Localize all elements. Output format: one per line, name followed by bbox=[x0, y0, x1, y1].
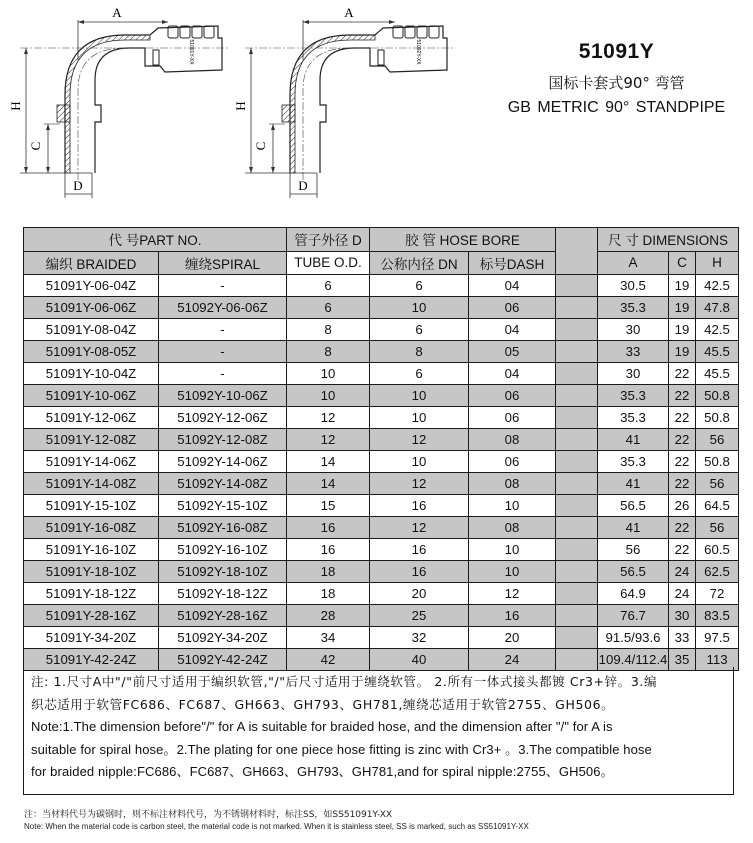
cell-spiral: - bbox=[159, 319, 287, 341]
blank-cell bbox=[556, 297, 598, 319]
cell-braided: 51091Y-28-16Z bbox=[24, 605, 159, 627]
cell-braided: 51091Y-18-10Z bbox=[24, 561, 159, 583]
cell-c: 22 bbox=[669, 473, 696, 495]
blank-cell bbox=[556, 429, 598, 451]
cell-a: 35.3 bbox=[598, 451, 669, 473]
header-a: A bbox=[598, 251, 669, 275]
cell-h: 47.8 bbox=[696, 297, 739, 319]
cell-c: 33 bbox=[669, 627, 696, 649]
cell-dn: 20 bbox=[370, 583, 469, 605]
cell-h: 56 bbox=[696, 517, 739, 539]
table-row bbox=[24, 341, 739, 363]
cell-h: 62.5 bbox=[696, 561, 739, 583]
dim-label-h: H bbox=[8, 101, 23, 111]
cell-tube-od: 8 bbox=[287, 319, 370, 341]
header-braided: 编织 BRAIDED bbox=[24, 251, 159, 275]
cell-h: 45.5 bbox=[696, 341, 739, 363]
cell-h: 50.8 bbox=[696, 385, 739, 407]
note-zh-line-2: 织芯适用于软管FC686、FC687、GH663、GH793、GH781,缠绕芯适用于软管2755、GH506。 bbox=[31, 696, 615, 712]
cell-dn: 12 bbox=[370, 517, 469, 539]
cell-a: 41 bbox=[598, 429, 669, 451]
cell-a: 30 bbox=[598, 319, 669, 341]
cell-dn: 6 bbox=[370, 363, 469, 385]
dim-label-a: A bbox=[344, 5, 354, 20]
header-dash: 标号DASH bbox=[469, 251, 556, 275]
cell-c: 19 bbox=[669, 275, 696, 297]
table-row bbox=[24, 319, 739, 341]
note-en-line-2: suitable for spiral hose。2.The plating for one piece hose fitting is zinc with Cr3+ 。3.The compatible hose bbox=[31, 741, 652, 757]
cell-braided: 51091Y-34-20Z bbox=[24, 627, 159, 649]
cell-braided: 51091Y-16-08Z bbox=[24, 517, 159, 539]
cell-c: 22 bbox=[669, 451, 696, 473]
cell-dash: 04 bbox=[469, 275, 556, 297]
cell-c: 19 bbox=[669, 297, 696, 319]
cell-spiral: 51092Y-16-10Z bbox=[159, 539, 287, 561]
table-row bbox=[24, 473, 739, 495]
cell-braided: 51091Y-08-05Z bbox=[24, 341, 159, 363]
cell-a: 33 bbox=[598, 341, 669, 363]
note-en-line-3: for braided nipple:FC686、FC687、GH663、GH793、GH781,and for spiral nipple:2755、GH506。 bbox=[31, 764, 614, 779]
cell-spiral: 51092Y-34-20Z bbox=[159, 627, 287, 649]
cell-a: 56 bbox=[598, 539, 669, 561]
cell-braided: 51091Y-06-06Z bbox=[24, 297, 159, 319]
cell-spiral: 51092Y-12-08Z bbox=[159, 429, 287, 451]
cell-h: 45.5 bbox=[696, 363, 739, 385]
notes-box bbox=[23, 667, 734, 795]
table-row bbox=[24, 517, 739, 539]
cell-dn: 32 bbox=[370, 627, 469, 649]
header-tube-od-cn: 管子外径 D bbox=[287, 228, 370, 252]
blank-cell bbox=[556, 495, 598, 517]
fitting-marking: 51092Y-XX bbox=[415, 39, 421, 65]
cell-dash: 06 bbox=[469, 297, 556, 319]
product-code: 51091Y bbox=[578, 40, 655, 63]
blank-cell bbox=[556, 517, 598, 539]
cell-spiral: 51092Y-18-12Z bbox=[159, 583, 287, 605]
cell-spiral: 51092Y-12-06Z bbox=[159, 407, 287, 429]
cell-h: 50.8 bbox=[696, 451, 739, 473]
note-en-line-1: Note:1.The dimension before"/" for A is suitable for braided hose, and the dimension after "/" for A is bbox=[31, 719, 613, 734]
cell-a: 35.3 bbox=[598, 385, 669, 407]
cell-h: 97.5 bbox=[696, 627, 739, 649]
cell-c: 19 bbox=[669, 341, 696, 363]
cell-tube-od: 6 bbox=[287, 297, 370, 319]
fitting-marking: 51091Y-XX bbox=[188, 39, 194, 65]
cell-tube-od: 12 bbox=[287, 429, 370, 451]
cell-dn: 40 bbox=[370, 649, 469, 671]
table-row bbox=[24, 297, 739, 319]
cell-tube-od: 16 bbox=[287, 539, 370, 561]
cell-spiral: 51092Y-42-24Z bbox=[159, 649, 287, 671]
cell-tube-od: 34 bbox=[287, 627, 370, 649]
footnote bbox=[24, 809, 529, 833]
footnote-en: Note: When the material code is carbon steel, the material code is not marked. When it is stainless steel, SS is marked, such as SS51091Y-XX bbox=[24, 822, 529, 831]
cell-c: 22 bbox=[669, 539, 696, 561]
cell-dn: 16 bbox=[370, 539, 469, 561]
header-c: C bbox=[669, 251, 696, 275]
blank-cell bbox=[556, 605, 598, 627]
cell-a: 35.3 bbox=[598, 297, 669, 319]
blank-cell bbox=[556, 407, 598, 429]
cell-dn: 10 bbox=[370, 451, 469, 473]
cell-tube-od: 10 bbox=[287, 385, 370, 407]
cell-braided: 51091Y-14-08Z bbox=[24, 473, 159, 495]
cell-a: 30 bbox=[598, 363, 669, 385]
blank-cell bbox=[556, 275, 598, 297]
cell-braided: 51091Y-14-06Z bbox=[24, 451, 159, 473]
cell-spiral: 51092Y-10-06Z bbox=[159, 385, 287, 407]
spec-table bbox=[23, 227, 739, 671]
cell-dash: 16 bbox=[469, 605, 556, 627]
cell-dn: 6 bbox=[370, 319, 469, 341]
blank-cell bbox=[556, 451, 598, 473]
cell-spiral: - bbox=[159, 341, 287, 363]
cell-dash: 10 bbox=[469, 495, 556, 517]
cell-c: 22 bbox=[669, 407, 696, 429]
footnote-zh: 注：当材料代号为碳钢时，则不标注材料代号，为不锈钢材料时，标注SS，如SS51091Y-XX bbox=[24, 810, 393, 820]
cell-dash: 06 bbox=[469, 451, 556, 473]
blank-cell bbox=[556, 473, 598, 495]
cell-dash: 20 bbox=[469, 627, 556, 649]
cell-dn: 10 bbox=[370, 385, 469, 407]
cell-dash: 04 bbox=[469, 319, 556, 341]
header-blank bbox=[556, 228, 598, 275]
cell-braided: 51091Y-16-10Z bbox=[24, 539, 159, 561]
cell-c: 24 bbox=[669, 561, 696, 583]
table-row bbox=[24, 561, 739, 583]
header-h: H bbox=[696, 251, 739, 275]
cell-dash: 08 bbox=[469, 473, 556, 495]
blank-cell bbox=[556, 561, 598, 583]
header-part-no: 代 号PART NO. bbox=[24, 228, 287, 252]
fitting-drawing-spiral bbox=[233, 0, 475, 210]
cell-h: 113 bbox=[696, 649, 739, 671]
title-chinese: 国标卡套式90° 弯管 bbox=[548, 74, 685, 92]
cell-c: 22 bbox=[669, 385, 696, 407]
cell-dash: 06 bbox=[469, 407, 556, 429]
blank-cell bbox=[556, 539, 598, 561]
cell-tube-od: 16 bbox=[287, 517, 370, 539]
cell-braided: 51091Y-10-04Z bbox=[24, 363, 159, 385]
cell-spiral: 51092Y-15-10Z bbox=[159, 495, 287, 517]
cell-h: 42.5 bbox=[696, 319, 739, 341]
cell-c: 24 bbox=[669, 583, 696, 605]
cell-h: 60.5 bbox=[696, 539, 739, 561]
blank-cell bbox=[556, 341, 598, 363]
cell-braided: 51091Y-06-04Z bbox=[24, 275, 159, 297]
cell-c: 35 bbox=[669, 649, 696, 671]
blank-cell bbox=[556, 627, 598, 649]
dim-label-a: A bbox=[112, 5, 122, 20]
dim-label-h: H bbox=[233, 101, 248, 111]
table-row bbox=[24, 451, 739, 473]
table-row bbox=[24, 275, 739, 297]
cell-dn: 6 bbox=[370, 275, 469, 297]
cell-dash: 12 bbox=[469, 583, 556, 605]
cell-h: 50.8 bbox=[696, 407, 739, 429]
cell-tube-od: 18 bbox=[287, 583, 370, 605]
dim-label-d: D bbox=[298, 178, 308, 193]
cell-h: 56 bbox=[696, 429, 739, 451]
blank-cell bbox=[556, 583, 598, 605]
cell-braided: 51091Y-18-12Z bbox=[24, 583, 159, 605]
header-dimensions: 尺 寸 DIMENSIONS bbox=[598, 228, 739, 252]
header-spiral: 缠绕SPIRAL bbox=[159, 251, 287, 275]
dim-label-d: D bbox=[73, 178, 83, 193]
cell-a: 30.5 bbox=[598, 275, 669, 297]
cell-dash: 10 bbox=[469, 539, 556, 561]
table-row bbox=[24, 627, 739, 649]
table-row bbox=[24, 385, 739, 407]
cell-tube-od: 12 bbox=[287, 407, 370, 429]
cell-c: 19 bbox=[669, 319, 696, 341]
cell-spiral: 51092Y-18-10Z bbox=[159, 561, 287, 583]
cell-a: 91.5/93.6 bbox=[598, 627, 669, 649]
cell-c: 22 bbox=[669, 517, 696, 539]
header-tube-od-en: TUBE O.D. bbox=[287, 251, 370, 275]
cell-tube-od: 42 bbox=[287, 649, 370, 671]
cell-tube-od: 15 bbox=[287, 495, 370, 517]
cell-tube-od: 18 bbox=[287, 561, 370, 583]
cell-tube-od: 28 bbox=[287, 605, 370, 627]
cell-dash: 08 bbox=[469, 429, 556, 451]
cell-spiral: - bbox=[159, 275, 287, 297]
cell-h: 64.5 bbox=[696, 495, 739, 517]
table-row bbox=[24, 363, 739, 385]
fitting-drawing-braided bbox=[0, 0, 250, 210]
cell-a: 64.9 bbox=[598, 583, 669, 605]
cell-spiral: 51092Y-06-06Z bbox=[159, 297, 287, 319]
cell-c: 26 bbox=[669, 495, 696, 517]
cell-tube-od: 6 bbox=[287, 275, 370, 297]
cell-h: 42.5 bbox=[696, 275, 739, 297]
cell-dn: 12 bbox=[370, 429, 469, 451]
dim-label-c: C bbox=[253, 141, 268, 151]
table-row bbox=[24, 407, 739, 429]
cell-spiral: 51092Y-14-08Z bbox=[159, 473, 287, 495]
cell-dn: 25 bbox=[370, 605, 469, 627]
blank-cell bbox=[556, 319, 598, 341]
cell-c: 22 bbox=[669, 429, 696, 451]
table-row bbox=[24, 429, 739, 451]
title-english: GB METRIC 90° STANDPIPE bbox=[507, 99, 726, 116]
cell-a: 35.3 bbox=[598, 407, 669, 429]
cell-dash: 10 bbox=[469, 561, 556, 583]
cell-spiral: 51092Y-14-06Z bbox=[159, 451, 287, 473]
cell-tube-od: 14 bbox=[287, 473, 370, 495]
header-dn: 公称内径 DN bbox=[370, 251, 469, 275]
cell-dash: 08 bbox=[469, 517, 556, 539]
cell-c: 30 bbox=[669, 605, 696, 627]
cell-dash: 04 bbox=[469, 363, 556, 385]
dim-label-c: C bbox=[28, 141, 43, 151]
blank-cell bbox=[556, 385, 598, 407]
cell-a: 76.7 bbox=[598, 605, 669, 627]
cell-c: 22 bbox=[669, 363, 696, 385]
cell-dn: 10 bbox=[370, 407, 469, 429]
cell-dn: 8 bbox=[370, 341, 469, 363]
cell-braided: 51091Y-42-24Z bbox=[24, 649, 159, 671]
cell-tube-od: 10 bbox=[287, 363, 370, 385]
cell-dn: 10 bbox=[370, 297, 469, 319]
cell-tube-od: 14 bbox=[287, 451, 370, 473]
cell-spiral: 51092Y-28-16Z bbox=[159, 605, 287, 627]
cell-spiral: 51092Y-16-08Z bbox=[159, 517, 287, 539]
header-hose-bore: 胶 管 HOSE BORE bbox=[370, 228, 556, 252]
cell-dash: 05 bbox=[469, 341, 556, 363]
cell-dn: 16 bbox=[370, 495, 469, 517]
cell-h: 72 bbox=[696, 583, 739, 605]
table-row bbox=[24, 539, 739, 561]
cell-braided: 51091Y-12-06Z bbox=[24, 407, 159, 429]
cell-a: 41 bbox=[598, 517, 669, 539]
cell-dash: 06 bbox=[469, 385, 556, 407]
cell-braided: 51091Y-15-10Z bbox=[24, 495, 159, 517]
table-row bbox=[24, 605, 739, 627]
blank-cell bbox=[556, 363, 598, 385]
cell-dn: 12 bbox=[370, 473, 469, 495]
table-row bbox=[24, 583, 739, 605]
cell-a: 109.4/112.4 bbox=[598, 649, 669, 671]
cell-tube-od: 8 bbox=[287, 341, 370, 363]
note-zh-line-1: 注: 1.尺寸A中"/"前尺寸适用于编织软管,"/"后尺寸适用于缠绕软管。 2.所有一体式接头都镀 Cr3+锌。3.编 bbox=[31, 674, 658, 689]
cell-h: 56 bbox=[696, 473, 739, 495]
cell-a: 56.5 bbox=[598, 561, 669, 583]
table-row bbox=[24, 495, 739, 517]
cell-a: 41 bbox=[598, 473, 669, 495]
cell-dn: 16 bbox=[370, 561, 469, 583]
cell-braided: 51091Y-08-04Z bbox=[24, 319, 159, 341]
cell-braided: 51091Y-10-06Z bbox=[24, 385, 159, 407]
cell-h: 83.5 bbox=[696, 605, 739, 627]
title-block bbox=[480, 38, 753, 117]
cell-spiral: - bbox=[159, 363, 287, 385]
cell-dash: 24 bbox=[469, 649, 556, 671]
cell-a: 56.5 bbox=[598, 495, 669, 517]
cell-braided: 51091Y-12-08Z bbox=[24, 429, 159, 451]
